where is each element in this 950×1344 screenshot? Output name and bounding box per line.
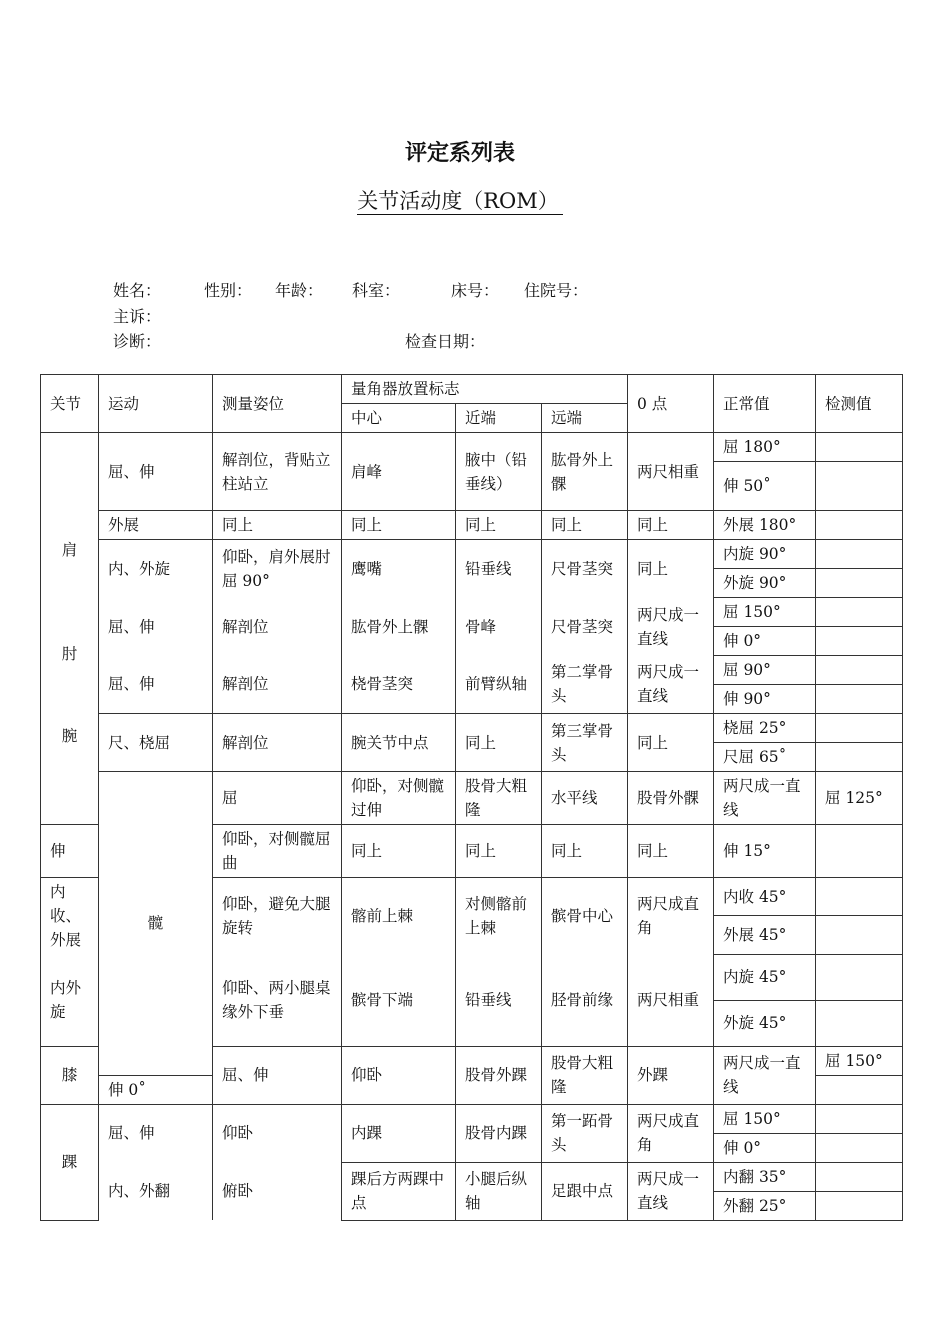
header-distal: 远端 bbox=[542, 404, 628, 433]
measured-cell[interactable] bbox=[816, 1104, 903, 1133]
posture-cell: 解剖位 bbox=[213, 656, 342, 714]
measured-cell[interactable] bbox=[816, 598, 903, 627]
posture-cell: 解剖位，背贴立柱站立 bbox=[213, 433, 342, 511]
header-normal: 正常值 bbox=[714, 375, 816, 433]
normal-cell: 内收 45° bbox=[714, 878, 816, 916]
posture-cell: 仰卧，对侧髋过伸 bbox=[342, 772, 456, 825]
header-measured: 检测值 bbox=[816, 375, 903, 433]
measured-cell[interactable] bbox=[816, 1162, 903, 1191]
center-cell: 股骨外踝 bbox=[456, 1046, 542, 1104]
joint-ankle: 踝 bbox=[41, 1104, 99, 1220]
zero-cell: 两尺成一直线 bbox=[628, 656, 714, 714]
header-goniometer: 量角器放置标志 bbox=[342, 375, 628, 404]
center-cell: 内踝 bbox=[342, 1104, 456, 1162]
normal-cell: 屈 150° bbox=[816, 1046, 903, 1075]
normal-cell: 外翻 25° bbox=[714, 1191, 816, 1220]
normal-cell: 外旋 90° bbox=[714, 569, 816, 598]
measured-cell[interactable] bbox=[816, 714, 903, 743]
posture-cell: 仰卧，避免大腿旋转 bbox=[213, 878, 342, 955]
center-cell: 踝后方两踝中点 bbox=[342, 1162, 456, 1220]
normal-cell: 伸 0˚ bbox=[99, 1075, 213, 1104]
distal-cell: 第三掌骨头 bbox=[542, 714, 628, 772]
posture-cell: 仰卧、两小腿桌缘外下垂 bbox=[213, 954, 342, 1046]
normal-cell: 内翻 35° bbox=[714, 1162, 816, 1191]
proximal-cell: 水平线 bbox=[542, 772, 628, 825]
joint-knee: 膝 bbox=[41, 1046, 99, 1104]
proximal-cell: 同上 bbox=[456, 714, 542, 772]
measured-cell[interactable] bbox=[816, 916, 903, 954]
normal-cell: 桡屈 25° bbox=[714, 714, 816, 743]
joint-shoulder: 肩 bbox=[61, 540, 78, 559]
measured-cell[interactable] bbox=[816, 954, 903, 1000]
bed-label: 床号： bbox=[451, 281, 500, 300]
distal-cell: 第二掌骨头 bbox=[542, 656, 628, 714]
motion-cell: 伸 bbox=[41, 825, 99, 878]
rom-table bbox=[40, 374, 903, 1221]
zero-cell: 两尺成一直线 bbox=[714, 1046, 816, 1104]
center-cell: 桡骨茎突 bbox=[342, 656, 456, 714]
motion-cell: 屈、伸 bbox=[213, 1046, 342, 1104]
zero-cell: 两尺成一直线 bbox=[628, 1162, 714, 1220]
zero-cell: 同上 bbox=[628, 511, 714, 540]
normal-cell: 屈 150° bbox=[714, 1104, 816, 1133]
motion-cell: 屈、伸 bbox=[99, 1104, 213, 1162]
measured-cell[interactable] bbox=[816, 627, 903, 656]
zero-cell: 两尺成一直线 bbox=[628, 598, 714, 656]
normal-cell: 伸 0° bbox=[714, 1133, 816, 1162]
center-cell: 股骨大粗隆 bbox=[456, 772, 542, 825]
posture-cell: 解剖位 bbox=[213, 598, 342, 656]
joint-elbow: 肘 bbox=[61, 644, 78, 663]
joint-wrist: 腕 bbox=[61, 726, 78, 745]
proximal-cell: 小腿后纵轴 bbox=[456, 1162, 542, 1220]
posture-cell: 仰卧 bbox=[213, 1104, 342, 1162]
proximal-cell: 同上 bbox=[456, 825, 542, 878]
header-center: 中心 bbox=[342, 404, 456, 433]
normal-cell: 屈 150° bbox=[714, 598, 816, 627]
exam-date-label: 检查日期： bbox=[405, 332, 486, 351]
proximal-cell: 骨峰 bbox=[456, 598, 542, 656]
proximal-cell: 对侧髂前上棘 bbox=[456, 878, 542, 955]
proximal-cell: 同上 bbox=[456, 511, 542, 540]
motion-cell: 尺、桡屈 bbox=[99, 714, 213, 772]
motion-cell: 内、外翻 bbox=[99, 1162, 213, 1220]
normal-cell: 屈 180° bbox=[714, 433, 816, 462]
posture-cell: 仰卧，肩外展肘屈 90° bbox=[213, 540, 342, 598]
document-title: 评定系列表 bbox=[404, 141, 515, 166]
admission-label: 住院号： bbox=[524, 281, 589, 300]
zero-cell: 两尺相重 bbox=[628, 954, 714, 1046]
document-subtitle: 关节活动度（ROM） bbox=[0, 185, 920, 215]
header-zero: 0 点 bbox=[628, 375, 714, 433]
header-proximal: 近端 bbox=[456, 404, 542, 433]
joint-cell-upper bbox=[41, 433, 99, 825]
normal-cell: 尺屈 65˚ bbox=[714, 743, 816, 772]
center-cell: 髌骨下端 bbox=[342, 954, 456, 1046]
zero-cell: 两尺相重 bbox=[628, 433, 714, 511]
zero-cell: 同上 bbox=[628, 714, 714, 772]
proximal-cell: 股骨大粗隆 bbox=[542, 1046, 628, 1104]
proximal-cell: 股骨内踝 bbox=[456, 1104, 542, 1162]
measured-cell[interactable] bbox=[816, 433, 903, 462]
distal-cell: 尺骨茎突 bbox=[542, 598, 628, 656]
distal-cell: 胫骨前缘 bbox=[542, 954, 628, 1046]
zero-cell: 两尺成一直线 bbox=[714, 772, 816, 825]
age-label: 年龄： bbox=[275, 281, 324, 300]
distal-cell: 同上 bbox=[542, 511, 628, 540]
dept-label: 科室： bbox=[352, 281, 401, 300]
measured-cell[interactable] bbox=[816, 878, 903, 916]
header-motion: 运动 bbox=[99, 375, 213, 433]
motion-cell: 外展 bbox=[99, 511, 213, 540]
measured-cell[interactable] bbox=[816, 1191, 903, 1220]
name-label: 姓名： bbox=[113, 281, 162, 300]
normal-cell: 伸 90° bbox=[714, 685, 816, 714]
measured-cell[interactable] bbox=[816, 656, 903, 685]
motion-cell: 屈、伸 bbox=[99, 598, 213, 656]
proximal-cell: 铅垂线 bbox=[456, 954, 542, 1046]
proximal-cell: 前臂纵轴 bbox=[456, 656, 542, 714]
measured-cell[interactable] bbox=[816, 1000, 903, 1046]
normal-cell: 屈 90° bbox=[714, 656, 816, 685]
measured-cell[interactable] bbox=[816, 1133, 903, 1162]
motion-cell: 屈 bbox=[213, 772, 342, 825]
center-cell: 鹰嘴 bbox=[342, 540, 456, 598]
distal-cell: 足跟中点 bbox=[542, 1162, 628, 1220]
normal-cell: 外展 180° bbox=[714, 511, 816, 540]
gender-label: 性别： bbox=[204, 281, 253, 300]
distal-cell: 外踝 bbox=[628, 1046, 714, 1104]
measured-cell[interactable] bbox=[816, 825, 903, 878]
measured-cell[interactable] bbox=[816, 511, 903, 540]
measured-cell[interactable] bbox=[816, 462, 903, 511]
distal-cell: 肱骨外上髁 bbox=[542, 433, 628, 511]
motion-cell: 内收、外展 bbox=[41, 878, 99, 955]
distal-cell: 第一跖骨头 bbox=[542, 1104, 628, 1162]
normal-cell: 伸 15° bbox=[714, 825, 816, 878]
posture-cell: 俯卧 bbox=[213, 1162, 342, 1220]
proximal-cell: 铅垂线 bbox=[456, 540, 542, 598]
zero-cell: 两尺成直角 bbox=[628, 878, 714, 955]
complaint-label: 主诉： bbox=[113, 307, 162, 326]
normal-cell: 内旋 45° bbox=[714, 954, 816, 1000]
zero-cell: 两尺成直角 bbox=[628, 1104, 714, 1162]
normal-cell: 内旋 90° bbox=[714, 540, 816, 569]
center-cell: 腕关节中点 bbox=[342, 714, 456, 772]
motion-cell: 屈、伸 bbox=[99, 433, 213, 511]
normal-cell: 外展 45° bbox=[714, 916, 816, 954]
measured-cell[interactable] bbox=[816, 743, 903, 772]
normal-cell: 屈 125° bbox=[816, 772, 903, 825]
center-cell: 髂前上棘 bbox=[342, 878, 456, 955]
distal-cell: 髌骨中心 bbox=[542, 878, 628, 955]
posture-cell: 仰卧，对侧髋屈曲 bbox=[213, 825, 342, 878]
distal-cell: 股骨外髁 bbox=[628, 772, 714, 825]
zero-cell: 同上 bbox=[628, 825, 714, 878]
distal-cell: 尺骨茎突 bbox=[542, 540, 628, 598]
proximal-cell: 腋中（铅垂线） bbox=[456, 433, 542, 511]
normal-cell: 伸 50˚ bbox=[714, 462, 816, 511]
zero-cell: 同上 bbox=[628, 540, 714, 598]
normal-cell: 外旋 45° bbox=[714, 1000, 816, 1046]
center-cell: 同上 bbox=[342, 511, 456, 540]
center-cell: 肱骨外上髁 bbox=[342, 598, 456, 656]
posture-cell: 解剖位 bbox=[213, 714, 342, 772]
motion-cell: 内外旋 bbox=[41, 954, 99, 1046]
motion-cell: 屈、伸 bbox=[99, 656, 213, 714]
center-cell: 同上 bbox=[342, 825, 456, 878]
measured-cell[interactable] bbox=[816, 540, 903, 569]
center-cell: 肩峰 bbox=[342, 433, 456, 511]
motion-cell: 内、外旋 bbox=[99, 540, 213, 598]
header-joint: 关节 bbox=[41, 375, 99, 433]
joint-hip: 髋 bbox=[99, 772, 213, 1076]
header-posture: 测量姿位 bbox=[213, 375, 342, 433]
distal-cell: 同上 bbox=[542, 825, 628, 878]
measured-cell[interactable] bbox=[816, 569, 903, 598]
measured-cell[interactable] bbox=[816, 1075, 903, 1104]
measured-cell[interactable] bbox=[816, 685, 903, 714]
posture-cell: 仰卧 bbox=[342, 1046, 456, 1104]
diagnosis-label: 诊断： bbox=[113, 332, 162, 351]
posture-cell: 同上 bbox=[213, 511, 342, 540]
normal-cell: 伸 0° bbox=[714, 627, 816, 656]
